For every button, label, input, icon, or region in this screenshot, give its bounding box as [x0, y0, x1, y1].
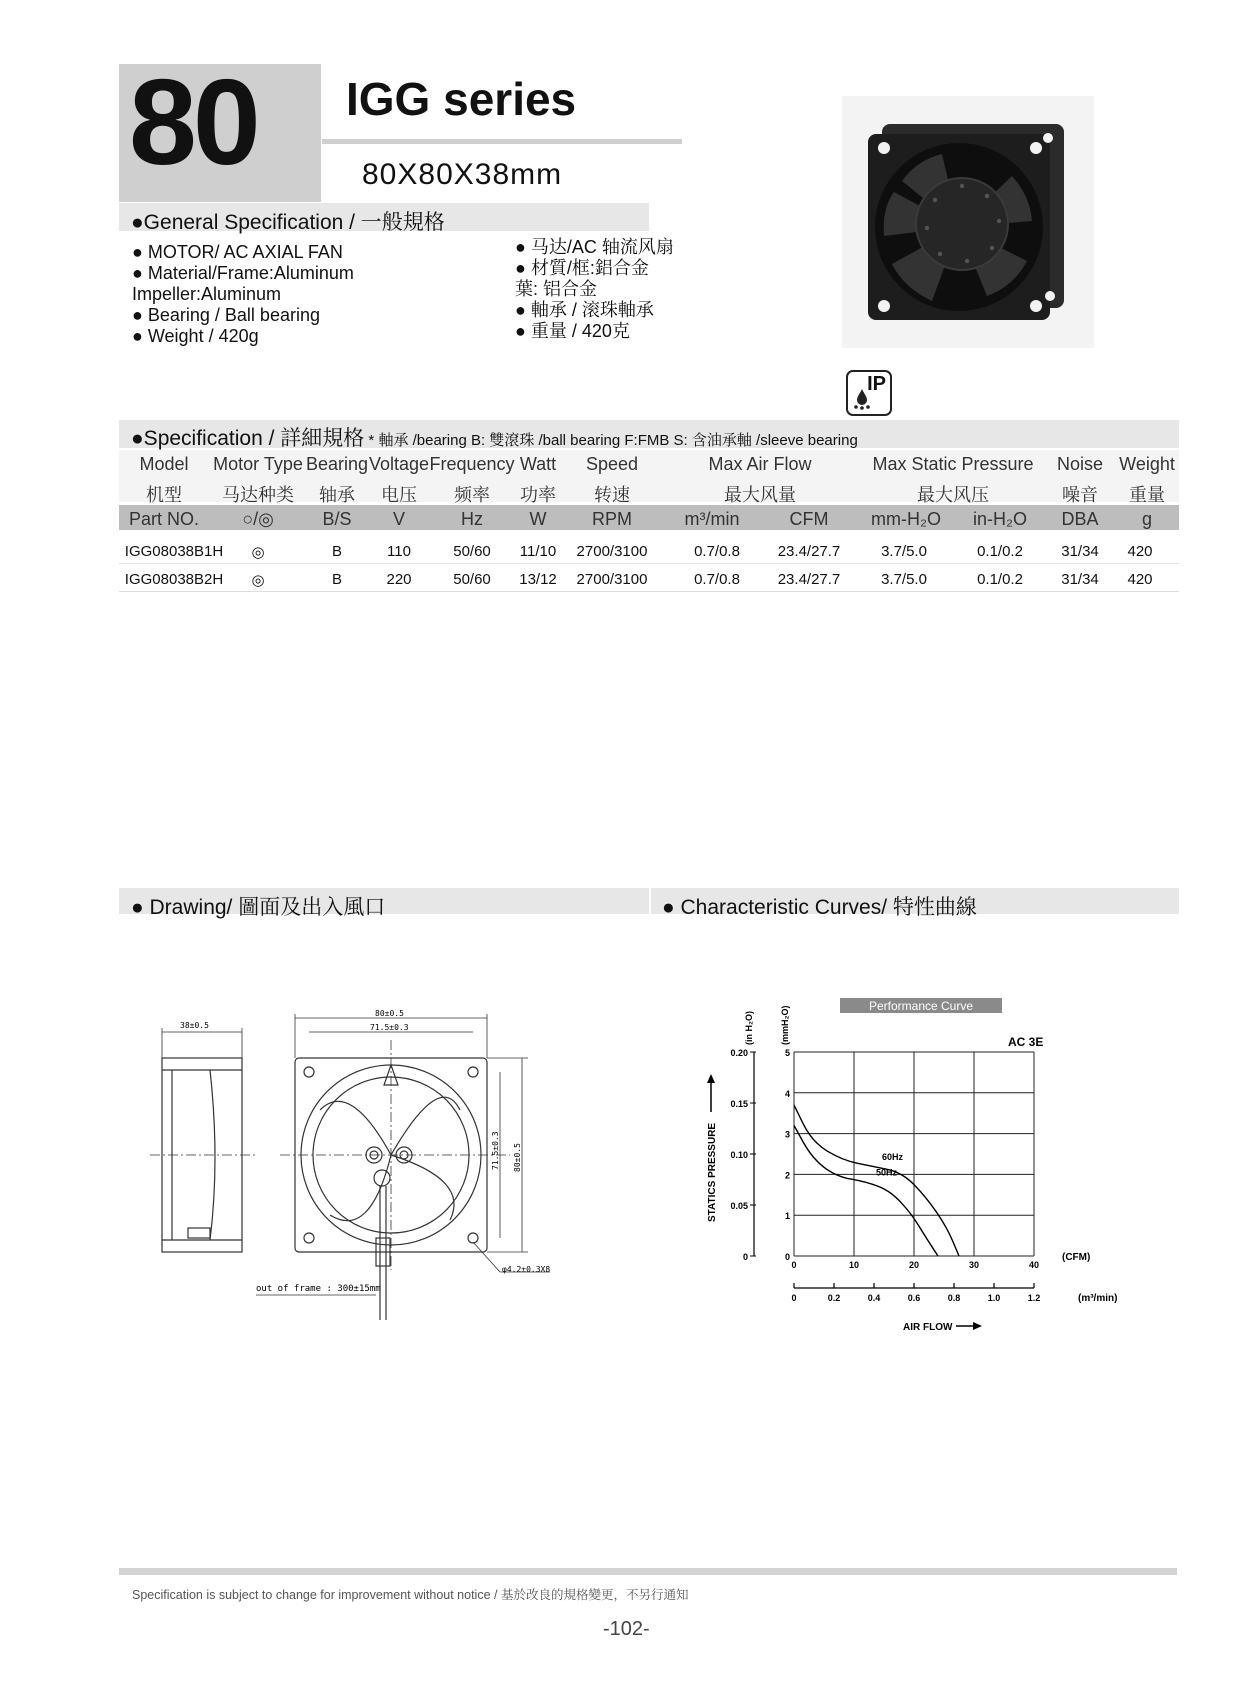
dim-hole-label: 71.5±0.3: [370, 1023, 409, 1032]
y-tick-label: 4: [784, 1088, 790, 1099]
dim-width-label: 80±0.5: [375, 1010, 404, 1018]
col-bearing-zh: 轴承: [319, 485, 355, 505]
cell-voltage: 220: [386, 571, 412, 588]
col-weight-zh: 重量: [1129, 485, 1165, 505]
col-noise-zh: 噪音: [1062, 485, 1098, 505]
series-size-block: [119, 54, 321, 202]
y2-tick-label: 0.10: [730, 1150, 748, 1160]
cell-air-flow-m3: 0.7/0.8: [694, 571, 740, 588]
spec-line: ● 材質/框:鋁合金: [515, 258, 649, 278]
dim-screw-label: φ4.2±0.3X8: [502, 1265, 551, 1274]
series-line-60hz: [794, 1105, 959, 1256]
series-size-number: 80: [129, 54, 257, 190]
y-tick-label: 1: [784, 1211, 790, 1222]
unit-speed: RPM: [592, 509, 632, 529]
dimension-drawing: [150, 1010, 570, 1340]
dim-vert-hole-label: 71.5±0.3: [491, 1131, 500, 1170]
col-speed-zh: 转速: [594, 485, 630, 505]
col-motor-type: Motor Type: [213, 454, 303, 474]
unit-watt: W: [529, 509, 547, 529]
x2-tick-label: 0.8: [947, 1293, 961, 1303]
axis-left-inh2o: (in H₂O): [744, 1011, 754, 1045]
cell-weight: 420: [1127, 543, 1153, 560]
x-tick-label: 20: [908, 1260, 920, 1270]
cell-watt: 13/12: [519, 571, 557, 588]
col-bearing: Bearing: [305, 454, 369, 474]
unit-part-no: Part NO.: [128, 509, 200, 529]
curves-title: ● Characteristic Curves/ 特性曲線: [662, 896, 977, 919]
y-tick-label: 3: [784, 1129, 790, 1140]
series-label: 60Hz: [882, 1152, 904, 1163]
chart-model-label: AC 3E: [1008, 1035, 1044, 1049]
spec-title: [131, 422, 858, 452]
spec-line: 葉: 铝合金: [515, 279, 598, 299]
title-rule: [322, 139, 682, 144]
cell-bearing: B: [331, 571, 343, 588]
col-watt-zh: 功率: [520, 485, 556, 505]
series-title: IGG series: [346, 73, 577, 125]
col-max-air-flow-zh: 最大风量: [724, 485, 796, 505]
cell-watt: 11/10: [519, 543, 557, 560]
page-number: -102-: [603, 1618, 650, 1640]
spec-line: ● MOTOR/ AC AXIAL FAN: [132, 242, 343, 262]
dim-depth-label: 38±0.5: [180, 1021, 209, 1030]
unit-pressure-in: in-H₂O: [973, 509, 1027, 529]
cell-noise: 31/34: [1061, 571, 1099, 588]
col-noise: Noise: [1056, 454, 1104, 474]
y2-tick-label: 0: [742, 1252, 748, 1262]
cell-air-flow-cfm: 23.4/27.7: [777, 571, 841, 588]
cell-pressure-in: 0.1/0.2: [977, 543, 1023, 560]
col-frequency: Frequency: [429, 454, 515, 474]
drawing-title: ● Drawing/ 圖面及出入風口: [131, 896, 386, 919]
cell-voltage: 110: [387, 543, 411, 560]
cell-bearing: B: [331, 543, 343, 560]
spec-line: ● 马达/AC 轴流风扇: [515, 237, 674, 257]
general-spec-title: ●General Specification / 一般規格: [131, 211, 445, 234]
unit-air-flow-cfm: CFM: [789, 509, 829, 529]
col-model-zh: 机型: [146, 485, 182, 505]
axis-left-mmh2o: (mmH₂O): [780, 1005, 790, 1045]
cell-pressure-mm: 3.7/5.0: [881, 571, 927, 588]
spec-line: Impeller:Aluminum: [132, 284, 282, 304]
x2-tick-label: 0: [791, 1293, 797, 1303]
ip-rating-badge: [846, 370, 892, 416]
chart-title: Performance Curve: [868, 999, 974, 1013]
x-axis-m3-unit: (m³/min): [1078, 1293, 1118, 1304]
col-max-static-pressure: Max Static Pressure: [872, 454, 1034, 474]
cell-weight: 420: [1127, 571, 1153, 588]
y-tick-label: 0: [784, 1252, 790, 1262]
cell-part-no: IGG08038B2H: [124, 571, 224, 588]
spec-line: ● 重量 / 420克: [515, 321, 630, 341]
x-tick-label: 30: [968, 1260, 980, 1270]
col-speed: Speed: [585, 454, 639, 474]
row-divider: [119, 563, 1179, 564]
unit-bearing: B/S: [322, 509, 352, 529]
y2-tick-label: 0.15: [730, 1099, 748, 1109]
y2-tick-label: 0.05: [730, 1201, 748, 1211]
x-tick-label: 0: [791, 1260, 797, 1270]
cell-noise: 31/34: [1061, 543, 1099, 560]
cell-frequency: 50/60: [453, 543, 491, 560]
cell-motor-type: ◎: [251, 544, 265, 561]
col-motor-type-zh: 马达种类: [222, 485, 294, 505]
spec-line: ● Bearing / Ball bearing: [132, 305, 320, 325]
col-max-air-flow: Max Air Flow: [708, 454, 812, 474]
y-axis-label: STATICS PRESSURE: [707, 1122, 718, 1222]
unit-air-flow-m3: m³/min: [684, 509, 740, 529]
col-model: Model: [139, 454, 189, 474]
lead-length-label: out of frame : 300±15mm: [256, 1284, 381, 1294]
col-voltage-zh: 电压: [381, 485, 417, 505]
y-tick-label: 2: [784, 1170, 790, 1181]
x2-tick-label: 0.2: [827, 1293, 841, 1303]
x-axis-arrowhead-icon: [973, 1322, 982, 1330]
water-drops-icon: [852, 388, 872, 410]
x-axis-cfm-unit: (CFM): [1062, 1252, 1091, 1263]
x2-tick-label: 0.6: [907, 1293, 921, 1303]
footer-note: Specification is subject to change for improvement without notice / 基於改良的規格變更，不另行通知: [132, 1588, 689, 1602]
row-divider: [119, 591, 1179, 592]
col-max-static-pressure-zh: 最大风压: [917, 485, 989, 505]
cell-part-no: IGG08038B1H: [124, 543, 224, 560]
spec-line: ● 軸承 / 滚珠軸承: [515, 300, 654, 320]
unit-motor-type: ○/◎: [242, 509, 274, 529]
general-spec-zh: [515, 237, 674, 342]
footer-rule: [119, 1568, 1177, 1575]
spec-line: ● Weight / 420g: [132, 326, 259, 346]
y-axis-arrowhead-icon: [707, 1074, 715, 1083]
series-label: 50Hz: [876, 1167, 898, 1178]
x2-tick-label: 0.4: [867, 1293, 881, 1303]
ip-label: IP: [867, 373, 886, 395]
cell-motor-type: ◎: [251, 572, 265, 589]
performance-chart: [680, 990, 1160, 1330]
series-line-50hz: [794, 1125, 938, 1256]
x2-tick-label: 1.0: [987, 1293, 1001, 1303]
spec-line: ● Material/Frame:Aluminum: [132, 263, 354, 283]
col-frequency-zh: 频率: [454, 485, 490, 505]
col-watt: Watt: [519, 454, 557, 474]
col-voltage: Voltage: [368, 454, 430, 474]
x-axis-label: AIR FLOW: [903, 1322, 953, 1330]
cell-frequency: 50/60: [453, 571, 491, 588]
x-tick-label: 40: [1028, 1260, 1040, 1270]
cell-air-flow-cfm: 23.4/27.7: [777, 543, 841, 560]
cell-speed: 2700/3100: [576, 543, 648, 560]
general-spec-en: [132, 242, 354, 347]
cell-pressure-in: 0.1/0.2: [977, 571, 1023, 588]
unit-noise: DBA: [1061, 509, 1099, 529]
unit-frequency: Hz: [461, 509, 483, 529]
dim-vert-label: 80±0.5: [513, 1143, 522, 1172]
chart-plot-area: [730, 1048, 1040, 1303]
y2-tick-label: 0.20: [730, 1048, 748, 1058]
col-weight: Weight: [1119, 454, 1175, 474]
cell-speed: 2700/3100: [576, 571, 648, 588]
y-tick-label: 5: [784, 1048, 790, 1058]
unit-voltage: V: [392, 509, 406, 529]
cell-pressure-mm: 3.7/5.0: [881, 543, 927, 560]
spec-title-text: ●Specification / 詳細規格: [131, 427, 365, 450]
cell-air-flow-m3: 0.7/0.8: [694, 543, 740, 560]
fan-photo: [842, 96, 1094, 348]
fan-dimensions: 80X80X38mm: [362, 158, 563, 191]
unit-weight: g: [1141, 509, 1153, 529]
x2-tick-label: 1.2: [1027, 1293, 1041, 1303]
unit-pressure-mm: mm-H₂O: [871, 509, 941, 529]
x-tick-label: 10: [848, 1260, 860, 1270]
spec-bearing-note: * 軸承 /bearing B: 雙滾珠 /ball bearing F:FMB S: 含油承軸 /sleeve bearing: [364, 432, 858, 449]
